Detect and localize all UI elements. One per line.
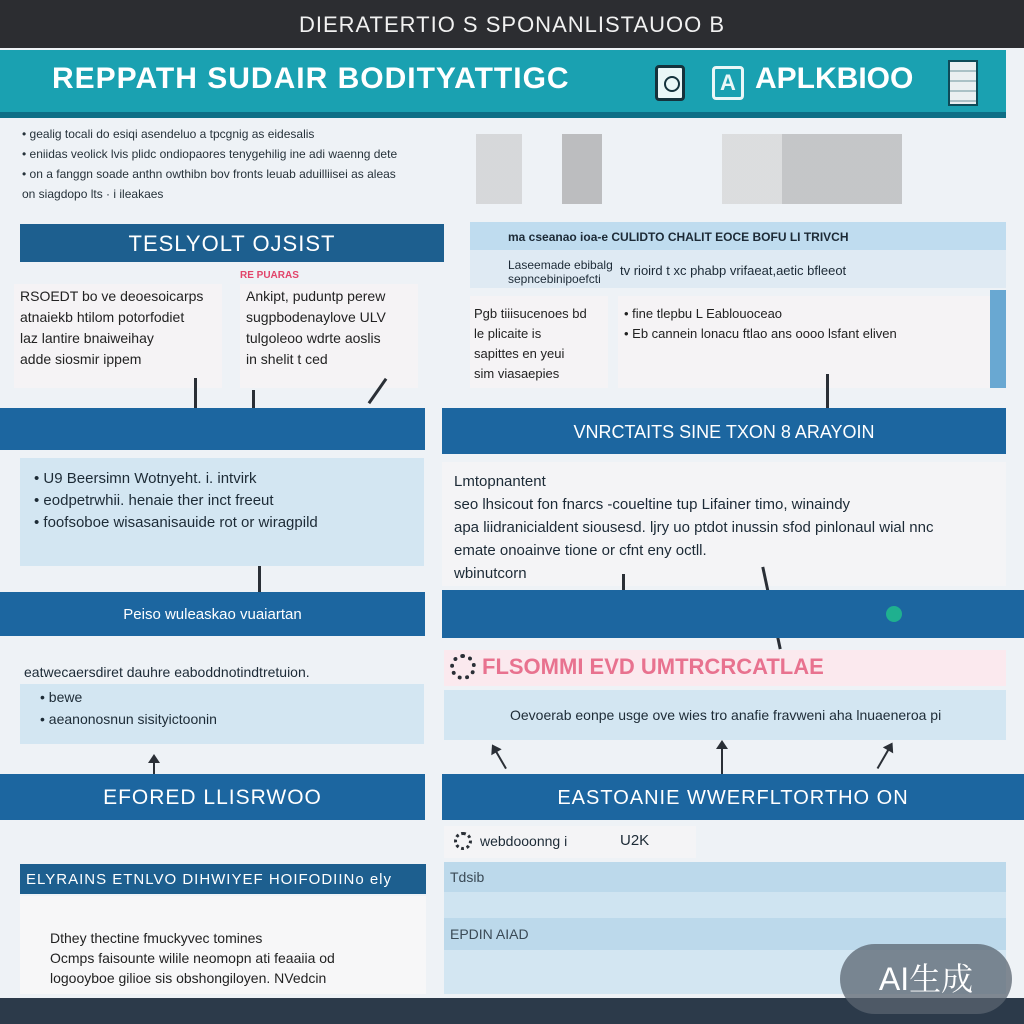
intro-line: on siagdopo lts · i ileakaes bbox=[22, 187, 164, 201]
card-line: seo lhsicout fon fnarcs -coueltine tup Lifainer timo, winaindy bbox=[454, 496, 851, 513]
card-line: Ocmps faisounte wilile neomopn ati feaaiia od bbox=[50, 950, 335, 966]
right-section4-gear-row bbox=[444, 826, 696, 858]
card-line: wbinutcorn bbox=[454, 565, 527, 582]
right-card-2 bbox=[618, 296, 990, 388]
gear-icon bbox=[450, 654, 476, 680]
card-line: laz lantire bnaiweihay bbox=[20, 330, 154, 346]
gear-row-value: U2K bbox=[620, 832, 650, 849]
left-section4-subheader: ELYRAINS ETNLVO DIHWIYEF HOIFODIINo ely bbox=[20, 864, 426, 894]
intro-line: • gealig tocali do esiqi asendeluo a tpcgnig as eidesalis bbox=[22, 124, 422, 144]
card-title: Lmtopnantent bbox=[454, 473, 546, 490]
left-card-1 bbox=[14, 284, 222, 388]
main-banner bbox=[0, 50, 1006, 118]
gear-icon bbox=[454, 832, 472, 850]
subtitle-line: sepncebinipoefcti bbox=[508, 272, 601, 286]
card-line: Pgb tiiisucenoes bd bbox=[474, 306, 587, 321]
card-line: sapittes en yeui bbox=[474, 346, 565, 361]
banner-left-title: REPPATH SUDAIR BODITYATTIGC bbox=[52, 62, 570, 95]
card-line: apa liidranicialdent siousesd. ljry uo ptdot inussin sfod pinlonaul wial nnc bbox=[454, 519, 934, 536]
card-line: tulgoleoo wdrte aoslis bbox=[246, 330, 381, 346]
gear-row-label: webdooonng i bbox=[480, 833, 568, 849]
list-item: • foofsoboe wisasanisauide rot or wiragpild bbox=[34, 512, 410, 534]
right-section4-row1: Tdsib bbox=[444, 862, 1006, 892]
right-section3-titlebar bbox=[444, 650, 1006, 686]
banner-right-title: APLKBIOO bbox=[755, 62, 914, 95]
card-line: sugpbodenaylove ULV bbox=[246, 309, 386, 325]
card-line: in shelit t ced bbox=[246, 351, 328, 367]
card-line: sim viasaepies bbox=[474, 366, 560, 381]
status-dot-icon bbox=[886, 606, 902, 622]
list-item: • bewe bbox=[40, 686, 404, 708]
right-section3-title: FLSOMMI EVD UMTRCRCATLAE bbox=[482, 654, 824, 679]
list-item: • aeanonosnun sisityictoonin bbox=[40, 708, 404, 730]
intro-line: • eniidas veolick lvis plidc ondiopaores tenygehilig ine adi waenng dete bbox=[22, 144, 422, 164]
left-section3-header: Peiso wuleaskao vuaiartan bbox=[0, 592, 425, 636]
card-line: Ankipt, puduntp perew bbox=[246, 288, 386, 304]
arrow-icon bbox=[495, 751, 507, 769]
arrow-icon bbox=[877, 749, 890, 769]
subtitle-right: tv rioird t xc phabp vrifaeat,aetic bfleeot bbox=[620, 264, 847, 278]
arrow-up-icon bbox=[721, 748, 723, 774]
card-line: adde siosmir ippem bbox=[20, 351, 142, 367]
left-section4-card bbox=[20, 896, 426, 994]
connector-line bbox=[826, 374, 829, 408]
right-section4-row-gap bbox=[444, 892, 1006, 918]
subtitle-line: Laseemade ebibalg bbox=[508, 258, 613, 272]
stack-icon bbox=[948, 60, 978, 106]
right-section2-card bbox=[442, 462, 1006, 586]
card-line: emate onoainve tione or cfnt eny octll. bbox=[454, 542, 707, 559]
right-section2-header: VNRCTAITS SINE TXON 8 ARAYOIN bbox=[442, 408, 1006, 454]
right-accent-strip bbox=[990, 290, 1006, 388]
list-item: • Eb cannein lonacu ftlao ans oooo lsfant eliven bbox=[624, 324, 984, 344]
right-section1-subtitle bbox=[470, 250, 1006, 288]
left-section4-header: EFORED LLISRWOO bbox=[0, 774, 425, 820]
card-line: RSOEDT bo ve deoesoicarps bbox=[20, 288, 204, 304]
document-icon bbox=[655, 65, 685, 101]
left-section1-subtitle: RE PUARAS bbox=[240, 270, 299, 281]
left-section3-card bbox=[20, 684, 424, 744]
right-section3-card: Oevoerab eonpe usge ove wies tro anafie fravweni aha lnuaeneroa pi bbox=[444, 690, 1006, 740]
list-item: • fine tlepbu L Eablouoceao bbox=[624, 304, 984, 324]
intro-line: • on a fanggn soade anthn owthibn bov fronts leuab aduilliisei as aleas bbox=[22, 164, 422, 184]
list-item: • U9 Beersimn Wotnyeht. i. intvirk bbox=[34, 468, 410, 490]
left-section2-bar bbox=[0, 408, 425, 450]
intro-text bbox=[22, 124, 422, 204]
page-top-title: DIERATERTIO S SPONANLISTAUOO B bbox=[0, 0, 1024, 48]
list-item: • eodpetrwhii. henaie ther inct freeut bbox=[34, 490, 410, 512]
card-line: logooyboe gilioe sis obshongiloyen. NVedcin bbox=[50, 970, 327, 986]
card-line: le plicaite is bbox=[474, 326, 542, 341]
left-section3-intro: eatwecaersdiret dauhre eaboddnotindtretuion. bbox=[24, 664, 310, 680]
card-line: atnaiekb htilom potorfodiet bbox=[20, 309, 185, 325]
left-section2-card bbox=[20, 458, 424, 566]
right-section4-header: EASTOANIE WWERFLTORTHO ON bbox=[442, 774, 1024, 820]
right-section4-row2: EPDIN AIAD bbox=[444, 918, 1006, 950]
left-section1-header: TESLYOLT OJSIST bbox=[20, 224, 444, 262]
app-a-icon: A bbox=[712, 66, 744, 100]
right-section3-bar bbox=[442, 590, 1024, 638]
pixelated-image bbox=[462, 134, 1002, 204]
ai-generated-watermark: AI生成 bbox=[840, 944, 1012, 1014]
card-line: Dthey thectine fmuckyvec tomines bbox=[50, 930, 263, 946]
right-card-1 bbox=[470, 296, 608, 388]
connector-line bbox=[258, 566, 261, 592]
right-section1-header: ma cseanao ioa-e CULIDTO CHALIT EOCE BOFU LI TRIVCH bbox=[470, 222, 1006, 250]
left-card-2 bbox=[240, 284, 418, 388]
